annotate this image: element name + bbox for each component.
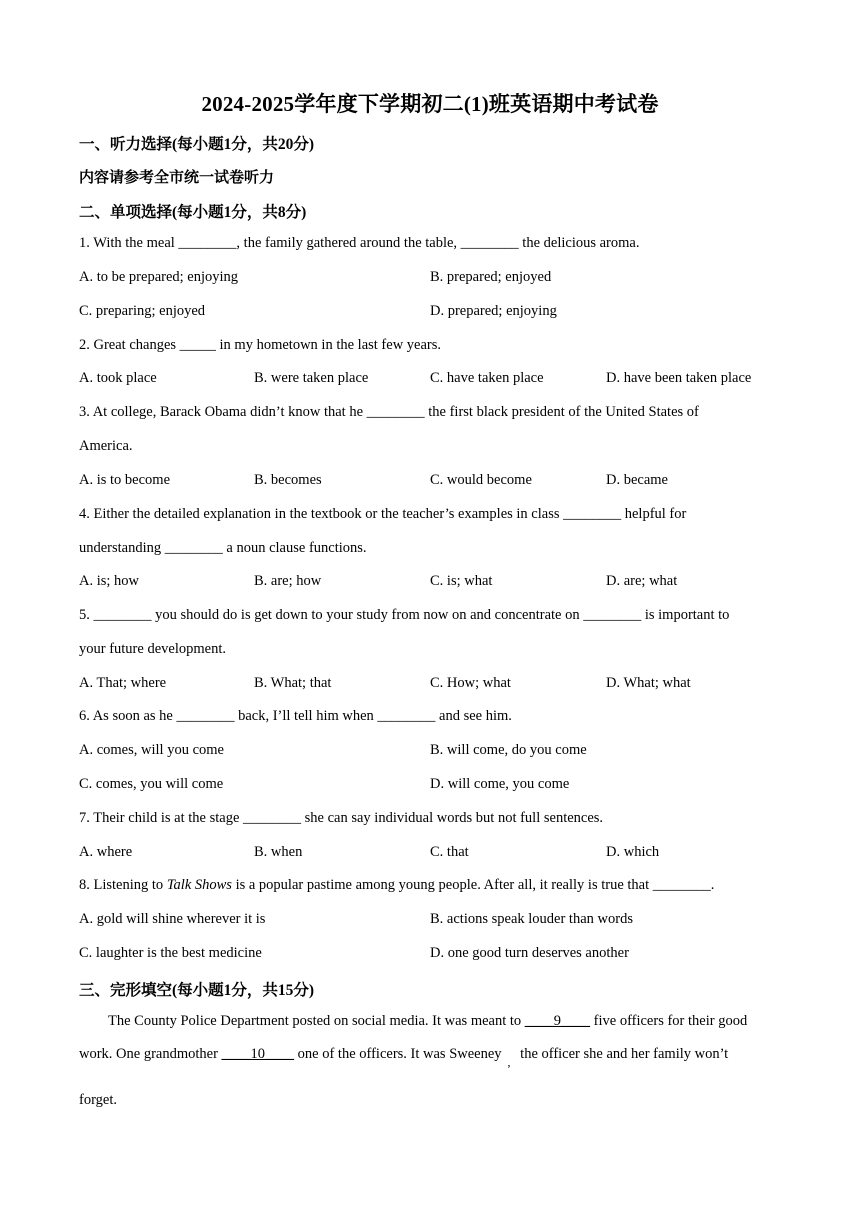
- cloze-paragraph-line-2: [79, 1046, 784, 1069]
- cloze-line-2-after: the officer she and her family won’t: [516, 1046, 729, 1062]
- question-6-stem: 6. As soon as he ________ back, I’ll tell him when ________ and see him.: [79, 708, 512, 724]
- question-6-option-d: D. will come, you come: [430, 776, 570, 792]
- question-2-stem: 2. Great changes _____ in my hometown in the last few years.: [79, 337, 442, 353]
- question-7-option-d: D. which: [606, 844, 660, 860]
- question-5-option-b: B. What; that: [254, 675, 332, 691]
- question-8-option-b: B. actions speak louder than words: [430, 911, 633, 927]
- section-3-heading: 三、完形填空(每小题1分，共15分): [79, 982, 315, 999]
- cloze-blank-10: ____10____: [221, 1046, 295, 1062]
- question-1-option-c: C. preparing; enjoyed: [79, 303, 206, 319]
- question-5-option-c: C. How; what: [430, 675, 511, 691]
- section-2-heading: 二、单项选择(每小题1分，共8分): [79, 204, 307, 221]
- question-8-option-a: A. gold will shine wherever it is: [79, 911, 266, 927]
- question-6-option-b: B. will come, do you come: [430, 742, 587, 758]
- question-2-option-b: B. were taken place: [254, 370, 369, 386]
- question-4-stem-line-1: 4. Either the detailed explanation in the textbook or the teacher’s examples in class ________ helpful for: [79, 506, 687, 522]
- question-1-option-a: A. to be prepared; enjoying: [79, 269, 239, 285]
- question-3-stem-line-2: America.: [79, 438, 133, 454]
- exam-title: 2024-2025学年度下学期初二(1)班英语期中考试卷: [201, 92, 659, 116]
- question-1-option-d: D. prepared; enjoying: [430, 303, 557, 319]
- question-3-option-a: A. is to become: [79, 472, 171, 488]
- cloze-blank-9: ____9____: [524, 1013, 591, 1029]
- question-3-option-b: B. becomes: [254, 472, 322, 488]
- question-4-option-a: A. is; how: [79, 573, 140, 589]
- question-6-option-c: C. comes, you will come: [79, 776, 224, 792]
- cloze-line-1-after: five officers for their good: [590, 1013, 748, 1029]
- question-5-option-d: D. What; what: [606, 675, 691, 691]
- section-1-note: 内容请参考全市统一试卷听力: [79, 170, 275, 186]
- question-5-stem-line-2: your future development.: [79, 641, 226, 657]
- question-8-stem-after: is a popular pastime among young people. After all, it really is true that ________.: [231, 877, 715, 893]
- question-4-option-d: D. are; what: [606, 573, 678, 589]
- cloze-comma-mark: ,: [507, 1055, 511, 1069]
- question-8-option-d: D. one good turn deserves another: [430, 945, 629, 961]
- question-4-option-c: C. is; what: [430, 573, 493, 589]
- question-3-option-d: D. became: [606, 472, 668, 488]
- question-7-option-b: B. when: [254, 844, 303, 860]
- cloze-line-2-mid: one of the officers. It was Sweeney: [294, 1046, 502, 1062]
- question-7-option-c: C. that: [430, 844, 469, 860]
- question-1-option-b: B. prepared; enjoyed: [430, 269, 552, 285]
- question-4-stem-line-2: understanding ________ a noun clause functions.: [79, 540, 367, 556]
- question-2-option-d: D. have been taken place: [606, 370, 752, 386]
- question-1-stem: 1. With the meal ________, the family gathered around the table, ________ the delicious aroma.: [79, 235, 640, 251]
- question-2-option-a: A. took place: [79, 370, 157, 386]
- question-8-stem: [79, 877, 714, 894]
- question-5-stem-line-1: 5. ________ you should do is get down to your study from now on and concentrate on ________ is important to: [79, 607, 730, 623]
- section-1-heading: 一、听力选择(每小题1分，共20分): [79, 136, 315, 153]
- question-8-stem-italic: Talk Shows: [166, 877, 232, 893]
- question-2-option-c: C. have taken place: [430, 370, 544, 386]
- question-8-option-c: C. laughter is the best medicine: [79, 945, 262, 961]
- cloze-paragraph-line-1: [108, 1013, 813, 1030]
- question-4-option-b: B. are; how: [254, 573, 322, 589]
- cloze-line-2-before: work. One grandmother: [79, 1046, 222, 1062]
- question-5-option-a: A. That; where: [79, 675, 167, 691]
- cloze-paragraph-line-3: forget.: [79, 1092, 117, 1108]
- cloze-line-1-before: The County Police Department posted on social media. It was meant to: [108, 1013, 525, 1029]
- question-7-stem: 7. Their child is at the stage ________ she can say individual words but not full sentences.: [79, 810, 604, 826]
- question-6-option-a: A. comes, will you come: [79, 742, 224, 758]
- question-3-option-c: C. would become: [430, 472, 532, 488]
- question-3-stem-line-1: 3. At college, Barack Obama didn’t know that he ________ the first black president of the United States of: [79, 404, 699, 420]
- question-8-stem-before: 8. Listening to: [79, 877, 167, 893]
- question-7-option-a: A. where: [79, 844, 133, 860]
